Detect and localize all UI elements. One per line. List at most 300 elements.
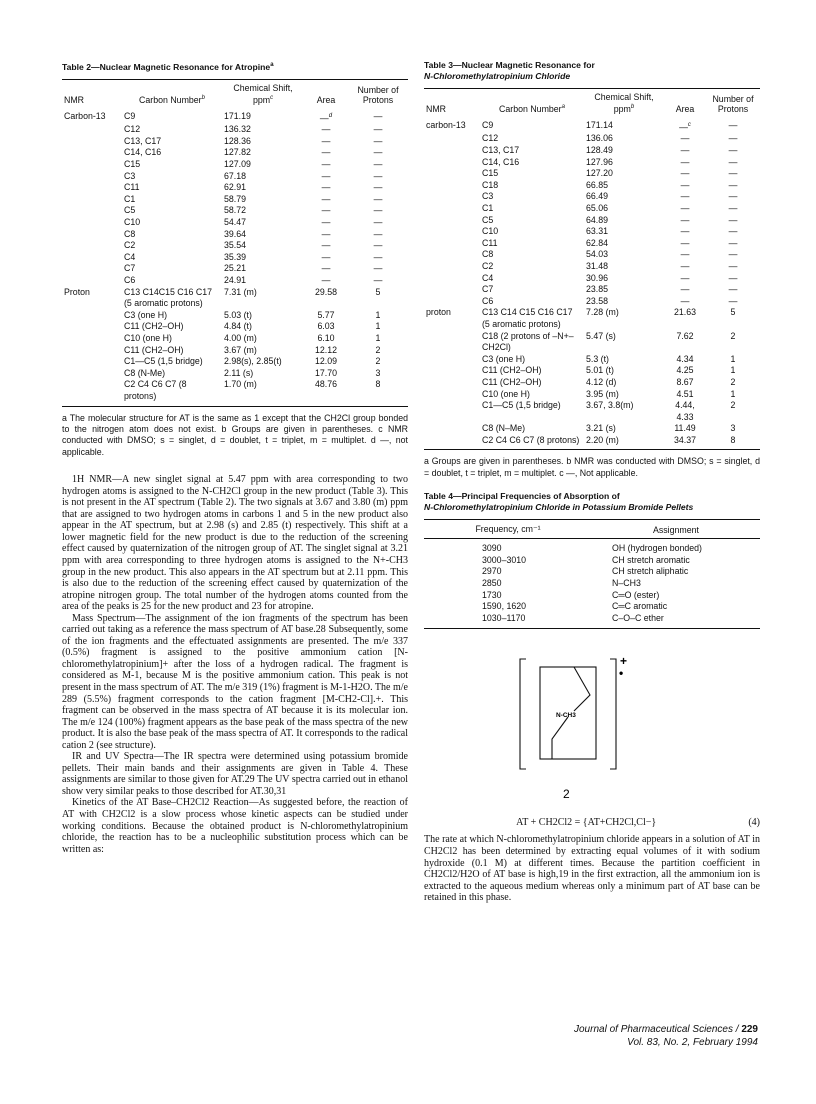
area-cell: —: [321, 193, 331, 204]
nmr-cell: [62, 182, 122, 194]
protons-cell: —: [728, 237, 738, 248]
area-cell: 17.70: [314, 367, 337, 378]
chemical-shift-cell: 3.95 (m): [586, 388, 619, 399]
t2-header-carbon: Carbon Number$^b$: [122, 79, 222, 106]
chemical-shift-cell: 136.32: [224, 124, 251, 135]
chemical-shift-cell: 171.14: [586, 119, 613, 130]
nmr-cell: Proton: [64, 286, 90, 297]
frequency-cell: 3000–3010: [482, 554, 527, 565]
chemical-shift-cell: 23.58: [586, 295, 609, 306]
protons-cell: —: [373, 240, 383, 251]
protons-cell: —: [728, 260, 738, 271]
table2-footnote: a The molecular structure for AT is the same as 1 except that the CH2Cl group bonded to the nitrogen atom does not exist. b Groups are given in parentheses. c NMR conducted with DMSO; s = singlet, d = doublet, t = triplet, m = multiplet. d —, not applicable.: [62, 412, 408, 457]
chemical-shift-cell: 136.06: [586, 133, 613, 144]
protons-cell: 3: [375, 367, 381, 378]
protons-cell: 5: [375, 286, 381, 297]
t4-header-assignment: Assignment: [592, 520, 760, 539]
t3-header-area: Area: [664, 89, 706, 116]
chemical-shift-cell: 4.84 (t): [224, 321, 252, 332]
protons-cell: —: [728, 214, 738, 225]
footer-journal: Journal of Pharmaceutical Sciences /: [574, 1024, 739, 1035]
nmr-cell: [62, 229, 122, 241]
carbon-number-cell: C8 (N-Me): [124, 367, 166, 378]
area-cell: —$^d$: [319, 112, 333, 123]
carbon-number-cell: C15: [482, 168, 499, 179]
carbon-number-cell: C2: [124, 240, 136, 251]
chemical-shift-cell: 58.72: [224, 205, 247, 216]
paragraph-1h-nmr: 1H NMR—A new singlet signal at 5.47 ppm with area corresponding to two hydrogen atoms is assigned to the N-CH2Cl group in the new product (Table 3). This is not present in the AT spectrum (Table 2). The two signals at 3.67 and 3.80 (m) ppm that are assigned to two hydrogen atoms in carbons 1 and 5 in the new product also appear in the AT spectrum, but at 2.98 (s) and 2.85 (t) respectively. This shift at a lower magnetic field for the new product is due to the reduction of the screening effect caused by quaternization of the nitrogen group of AT. The singlet signal at 3.21 ppm with area corresponding to three hydrogen atoms is assigned to the N+-CH3 group in the new product. This also appears in the AT spectrum but at 2.11 ppm. This is also due to the reduction of the screening effect caused by quaternization of the atropine nitrogen group. The total number of the hydrogen atoms counted from the area of the peaks is 25 for the new product and 23 for atropine.: [62, 474, 408, 613]
protons-cell: —: [373, 275, 383, 286]
table-row: [424, 566, 760, 578]
table-row: [62, 147, 408, 159]
table-row: [62, 345, 408, 357]
nmr-cell: [424, 365, 480, 377]
nmr-cell: [62, 171, 122, 183]
protons-cell: 1: [375, 321, 381, 332]
assignment-cell: CH stretch aromatic: [612, 554, 690, 565]
area-cell: 4.44, 4.33: [675, 400, 695, 422]
frequency-cell: 2850: [482, 578, 502, 589]
table-row: [62, 217, 408, 229]
carbon-number-cell: C11 (CH2–OH): [482, 376, 542, 387]
table-row: [424, 590, 760, 602]
carbon-number-cell: C11 (CH2–OH): [482, 365, 542, 376]
table-row: [424, 423, 760, 435]
carbon-number-cell: C5: [482, 214, 494, 225]
nmr-cell: [424, 261, 480, 273]
chemical-shift-cell: 128.36: [224, 135, 251, 146]
carbon-number-cell: C3 (one H): [482, 353, 526, 364]
area-cell: —: [321, 251, 331, 262]
nmr-cell: [62, 321, 122, 333]
chemical-shift-cell: 64.89: [586, 214, 609, 225]
table-row: [424, 145, 760, 157]
area-cell: —: [680, 179, 690, 190]
nmr-cell: [424, 157, 480, 169]
nmr-cell: [424, 168, 480, 180]
chemical-shift-cell: 35.54: [224, 240, 247, 251]
carbon-number-cell: C18 (2 protons of –N+–CH2Cl): [482, 330, 574, 353]
chemical-shift-cell: 127.09: [224, 159, 251, 170]
area-cell: 4.25: [676, 365, 694, 376]
t2-header-protons: Number of Protons: [348, 79, 408, 106]
carbon-number-cell: C12: [482, 133, 499, 144]
t3-header-protons: Number of Protons: [706, 89, 760, 116]
nmr-cell: [62, 124, 122, 136]
carbon-number-cell: C14, C16: [482, 156, 520, 167]
assignment-cell: C═C aromatic: [612, 601, 668, 612]
protons-cell: —: [728, 226, 738, 237]
chemical-shift-cell: 25.21: [224, 263, 247, 274]
chemical-shift-cell: 63.31: [586, 226, 609, 237]
paragraph-kinetics: Kinetics of the AT Base–CH2Cl2 Reaction—As suggested before, the reaction of AT with CH2Cl2 is a slow process whose kinetic aspects can be studied under working conditions. Because the obtained product is N-chloromethylatropinium chloride, the reaction has to be a nucleophilic substitution process which can be written as:: [62, 797, 408, 855]
carbon-number-cell: C15: [124, 159, 141, 170]
frequency-cell: 1590, 1620: [482, 601, 527, 612]
chemical-shift-cell: 2.98(s), 2.85(t): [224, 356, 282, 367]
t3-header-carbon: Carbon Number$^a$: [480, 89, 584, 116]
carbon-number-cell: C8: [482, 249, 494, 260]
right-column: [424, 60, 760, 904]
table-row: [62, 356, 408, 368]
nmr-cell: [62, 240, 122, 252]
area-cell: —: [680, 168, 690, 179]
carbon-number-cell: C8: [124, 228, 136, 239]
carbon-number-cell: C10: [124, 217, 141, 228]
area-cell: 7.62: [676, 330, 694, 341]
protons-cell: —: [373, 251, 383, 262]
nmr-cell: [424, 377, 480, 389]
carbon-number-cell: C13 C14C15 C16 C17 (5 aromatic protons): [124, 286, 213, 309]
table-row: [424, 307, 760, 330]
area-cell: 5.77: [317, 309, 335, 320]
area-cell: —: [321, 240, 331, 251]
t2-header-shift: Chemical Shift, ppm$^c$: [222, 79, 304, 106]
protons-cell: 2: [730, 400, 736, 411]
area-cell: —: [680, 226, 690, 237]
n-ch3-label: N-CH3: [556, 712, 576, 720]
protons-cell: —: [373, 228, 383, 239]
nmr-cell: [424, 238, 480, 250]
nmr-cell: [62, 263, 122, 275]
carbon-number-cell: C1—C5 (1,5 bridge): [482, 400, 561, 411]
nmr-cell: [62, 345, 122, 357]
chemical-shift-cell: 127.20: [586, 168, 613, 179]
carbon-number-cell: C1: [124, 193, 136, 204]
table3-body: [424, 116, 760, 450]
protons-cell: —: [728, 156, 738, 167]
table-row: [424, 133, 760, 145]
area-cell: —: [680, 284, 690, 295]
table-row: [424, 180, 760, 192]
chemical-shift-cell: 3.67, 3.8(m): [586, 400, 634, 411]
table-row: [62, 321, 408, 333]
protons-cell: —: [373, 263, 383, 274]
nmr-cell: [424, 203, 480, 215]
table-row: [62, 240, 408, 252]
protons-cell: 2: [375, 356, 381, 367]
area-cell: —: [321, 159, 331, 170]
assignment-cell: C═O (ester): [612, 589, 660, 600]
t4-header-frequency: Frequency, cm⁻¹: [424, 520, 592, 539]
table-row: [424, 191, 760, 203]
chemical-shift-cell: 66.85: [586, 179, 609, 190]
area-cell: —: [321, 263, 331, 274]
area-cell: —: [321, 147, 331, 158]
structure-2-drawing: [424, 651, 760, 803]
footer-page-number: 229: [741, 1024, 758, 1035]
protons-cell: —: [728, 249, 738, 260]
table-row: [424, 203, 760, 215]
table-row: [424, 238, 760, 250]
nmr-cell: [424, 215, 480, 227]
chemical-shift-cell: 4.12 (d): [586, 376, 617, 387]
frequency-cell: 2970: [482, 566, 502, 577]
chemical-shift-cell: 54.47: [224, 217, 247, 228]
carbon-number-cell: C12: [124, 124, 141, 135]
table-row: [424, 377, 760, 389]
area-cell: —: [680, 260, 690, 271]
area-cell: —: [321, 205, 331, 216]
nmr-cell: [62, 252, 122, 264]
chemical-shift-cell: 5.47 (s): [586, 330, 616, 341]
t3-header-shift: Chemical Shift, ppm$^b$: [584, 89, 664, 116]
area-cell: —$^c$: [679, 121, 691, 132]
area-cell: —: [321, 275, 331, 286]
right-bracket: [610, 659, 616, 769]
assignment-cell: C–O–C ether: [592, 613, 760, 629]
nmr-cell: [62, 310, 122, 322]
protons-cell: —: [373, 124, 383, 135]
area-cell: —: [321, 217, 331, 228]
area-cell: 34.37: [664, 435, 706, 450]
protons-cell: —: [373, 147, 383, 158]
protons-cell: —: [728, 168, 738, 179]
table-row: [62, 205, 408, 217]
table-row: [424, 400, 760, 423]
table-row: [62, 229, 408, 241]
nmr-cell: [62, 217, 122, 229]
carbon-number-cell: C9: [482, 119, 494, 130]
table-row: [62, 171, 408, 183]
area-cell: 21.63: [673, 307, 696, 318]
carbon-number-cell: C10 (one H): [482, 388, 530, 399]
protons-cell: —: [373, 159, 383, 170]
protons-cell: —: [728, 284, 738, 295]
protons-cell: —: [373, 193, 383, 204]
carbon-number-cell: C6: [482, 295, 494, 306]
carbon-number-cell: C3 (one H): [124, 309, 168, 320]
protons-cell: 2: [375, 344, 381, 355]
carbon-number-cell: C2 C4 C6 C7 (8 protons): [122, 379, 222, 406]
nmr-cell: Carbon-13: [64, 110, 106, 121]
table-row: [424, 157, 760, 169]
table-row: [424, 435, 760, 450]
table-row: [424, 215, 760, 227]
protons-cell: 1: [375, 332, 381, 343]
protons-cell: —: [728, 272, 738, 283]
table-row: [424, 296, 760, 308]
protons-cell: —: [373, 217, 383, 228]
table3: [424, 88, 760, 450]
area-cell: 12.12: [314, 344, 337, 355]
nmr-cell: [62, 194, 122, 206]
chemical-shift-cell: 128.49: [586, 145, 613, 156]
protons-cell: —: [728, 145, 738, 156]
chemical-shift-cell: 127.96: [586, 156, 613, 167]
chemical-shift-cell: 39.64: [224, 228, 247, 239]
area-cell: —: [680, 249, 690, 260]
table-row: [424, 578, 760, 590]
nmr-cell: [424, 331, 480, 354]
chemical-shift-cell: 65.06: [586, 203, 609, 213]
area-cell: —: [680, 214, 690, 225]
table-row: [424, 539, 760, 555]
equation-number: (4): [748, 817, 760, 829]
protons-cell: 1: [730, 365, 736, 376]
chemical-shift-cell: 5.3 (t): [586, 353, 609, 364]
table-row: [62, 263, 408, 275]
table-row: [424, 116, 760, 134]
protons-cell: —: [373, 110, 383, 121]
area-cell: —: [680, 156, 690, 167]
footer-volume: Vol. 83, No. 2, February 1994: [627, 1037, 758, 1048]
area-cell: —: [321, 170, 331, 181]
area-cell: 48.76: [304, 379, 348, 406]
table-row: [62, 310, 408, 322]
table-row: [62, 136, 408, 148]
nmr-cell: [424, 400, 480, 423]
table-row: [62, 194, 408, 206]
nmr-cell: [424, 423, 480, 435]
nmr-cell: [424, 389, 480, 401]
protons-cell: 5: [730, 307, 736, 318]
chemical-shift-cell: 30.96: [586, 272, 609, 283]
chemical-shift-cell: 171.19: [224, 110, 251, 121]
equation-text: AT + CH2Cl2 = {AT+CH2Cl,Cl−}: [516, 817, 657, 829]
chemical-shift-cell: 3.67 (m): [224, 344, 257, 355]
carbon-number-cell: C7: [124, 263, 136, 274]
carbon-number-cell: C11: [482, 237, 498, 248]
table-row: [424, 261, 760, 273]
nmr-cell: [424, 284, 480, 296]
nmr-cell: [62, 333, 122, 345]
carbon-number-cell: C3: [124, 170, 136, 181]
area-cell: —: [680, 272, 690, 283]
nmr-cell: [62, 205, 122, 217]
carbon-number-cell: C3: [482, 191, 494, 202]
table2: [62, 79, 408, 407]
structure-number: 2: [563, 787, 570, 802]
protons-cell: —: [728, 203, 738, 213]
table3-footnote: a Groups are given in parentheses. b NMR was conducted with DMSO; s = singlet, d = doublet, t = triplet, m = multiplet. c —, Not applicable.: [424, 456, 760, 478]
area-cell: —: [321, 124, 331, 135]
carbon-number-cell: C8 (N–Me): [482, 423, 526, 434]
protons-cell: —: [373, 182, 383, 193]
table-row: [62, 379, 408, 406]
chemical-shift-cell: 5.01 (t): [586, 365, 614, 376]
table4: [424, 519, 760, 629]
chemical-shift-cell: 67.18: [224, 170, 247, 181]
table3-caption: Table 3—Nuclear Magnetic Resonance for N-Chloromethylatropinium Chloride: [424, 60, 595, 81]
area-cell: —: [680, 145, 690, 156]
carbon-number-cell: C5: [124, 205, 136, 216]
area-cell: —: [321, 135, 331, 146]
protons-cell: 1: [730, 388, 736, 399]
paragraph-rate: The rate at which N-chloromethylatropinium chloride appears in a solution of AT in CH2Cl2 has been determined by extracting equal volumes of it with sodium hydroxide (0.1 M) at different times. Because the partition coefficient in CH2Cl2/H2O of AT base is high,19 in the first extraction, all the ammonium ion is extracted to the aqueous medium whereas only a minimum part of AT base can be retained in this phase.: [424, 834, 760, 904]
t2-header-nmr: NMR: [62, 79, 122, 106]
table4-caption: Table 4—Principal Frequencies of Absorption of N-Chloromethylatropinium Chloride in Potassium Bromide Pellets: [424, 491, 694, 513]
table-row: [62, 182, 408, 194]
carbon-number-cell: C9: [124, 110, 136, 121]
area-cell: 6.03: [317, 321, 335, 332]
table-row: [424, 601, 760, 613]
area-cell: 11.49: [674, 423, 696, 434]
area-cell: 29.58: [314, 286, 337, 297]
table-row: [424, 555, 760, 567]
table-row: [424, 249, 760, 261]
table-row: [62, 368, 408, 380]
assignment-cell: N–CH3: [612, 578, 641, 589]
frequency-cell: 1730: [482, 589, 502, 600]
table-row: [62, 159, 408, 171]
chemical-shift-cell: 31.48: [586, 260, 609, 271]
carbon-number-cell: C2 C4 C6 C7 (8 protons): [480, 435, 584, 450]
area-cell: 4.51: [676, 388, 694, 399]
table-row: [424, 389, 760, 401]
carbon-number-cell: C4: [482, 272, 494, 283]
carbon-number-cell: C13 C14 C15 C16 C17 (5 aromatic protons): [482, 307, 573, 329]
chemical-shift-cell: 24.91: [224, 275, 247, 286]
table-row: [62, 124, 408, 136]
table4-body: [424, 539, 760, 629]
carbon-number-cell: C10: [482, 226, 499, 237]
table-row: [424, 168, 760, 180]
protons-cell: 2: [730, 330, 736, 341]
chemical-shift-cell: 23.85: [586, 284, 609, 295]
nmr-cell: [62, 159, 122, 171]
table-row: [424, 331, 760, 354]
chemical-shift-cell: 1.70 (m): [222, 379, 304, 406]
table-row: [62, 252, 408, 264]
radical-dot: •: [619, 666, 624, 681]
protons-cell: 2: [730, 376, 736, 387]
chemical-shift-cell: 3.21 (s): [586, 423, 616, 434]
table-row: [424, 354, 760, 366]
chemical-shift-cell: 54.03: [586, 249, 609, 260]
chemical-shift-cell: 2.20 (m): [584, 435, 664, 450]
carbon-number-cell: C18: [482, 179, 499, 190]
frequency-cell: 3090: [482, 543, 502, 554]
carbon-number-cell: C13, C17: [124, 135, 162, 146]
nmr-cell: [62, 136, 122, 148]
protons-cell: —: [728, 179, 738, 190]
protons-cell: 1: [730, 353, 736, 364]
protons-cell: —: [728, 191, 738, 202]
area-cell: —: [321, 182, 331, 193]
table-row: [424, 613, 760, 629]
paragraph-ir-uv: IR and UV Spectra—The IR spectra were determined using potassium bromide pellets. Their main bands and their assignments are given in Table 4. These assignments are similar to those given for AT.29 The UV spectra carried out in ethanol show very similar peaks to those described for AT.30,31: [62, 751, 408, 797]
table2-caption: Table 2—Nuclear Magnetic Resonance for Atropine$^a$: [62, 61, 274, 72]
area-cell: —: [680, 203, 690, 213]
table-row: [424, 273, 760, 285]
nmr-cell: proton: [426, 307, 451, 318]
nmr-cell: [62, 275, 122, 287]
nmr-cell: [62, 379, 122, 406]
nmr-cell: [424, 296, 480, 308]
carbon-number-cell: C11: [124, 182, 140, 193]
charge-plus: +: [620, 654, 628, 669]
nmr-cell: [424, 145, 480, 157]
nmr-cell: [424, 249, 480, 261]
left-column: [62, 60, 408, 855]
area-cell: 4.34: [676, 353, 694, 364]
area-cell: 6.10: [317, 332, 335, 343]
chemical-shift-cell: 66.49: [586, 191, 609, 202]
chemical-shift-cell: 4.00 (m): [224, 332, 257, 343]
frequency-cell: 1030–1170: [424, 613, 592, 629]
chemical-shift-cell: 2.11 (s): [224, 367, 254, 378]
table-row: [424, 284, 760, 296]
carbon-number-cell: C1: [482, 203, 494, 213]
assignment-cell: OH (hydrogen bonded): [612, 543, 702, 554]
chemical-shift-cell: 58.79: [224, 193, 247, 204]
nmr-cell: carbon-13: [426, 119, 466, 130]
area-cell: —: [680, 295, 690, 306]
chemical-shift-cell: 5.03 (t): [224, 309, 252, 320]
nmr-cell: [424, 354, 480, 366]
nmr-cell: [424, 133, 480, 145]
chemical-shift-cell: 7.31 (m): [224, 286, 257, 297]
